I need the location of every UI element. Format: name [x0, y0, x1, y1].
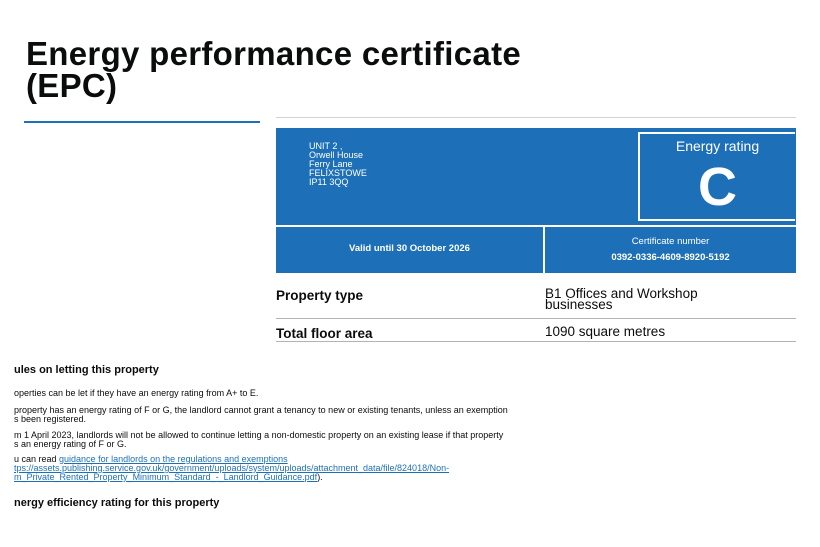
guidance-url-link[interactable]: tps://assets.publishing.service.gov.uk/government/uploads/system/uploads/attachment_data/file/824018/Non-: [14, 463, 450, 473]
property-address: [309, 142, 367, 187]
guidance-paragraph: [14, 455, 449, 482]
page-title: [26, 35, 806, 104]
letting-rules-heading: ules on letting this property: [14, 364, 159, 376]
energy-rating-letter: C: [698, 157, 737, 217]
valid-until: Valid until 30 October 2026: [349, 243, 470, 254]
guidance-link[interactable]: guidance for landlords on the regulations and exemptions: [59, 454, 288, 464]
panel-divider-vertical: [543, 225, 545, 273]
address-line: FELIXSTOWE: [309, 168, 367, 178]
guidance-url-link[interactable]: m_Private_Rented_Property_Minimum_Standard_-_Landlord_Guidance.pdf: [14, 472, 318, 482]
page-title-line2: (EPC): [26, 67, 118, 104]
letting-rule-paragraph: [14, 431, 503, 449]
paragraph-line: property has an energy rating of F or G, the landlord cannot grant a tenancy to new or existing tenants, unless an exemption: [14, 405, 508, 415]
address-line: IP11 3QQ: [309, 177, 349, 187]
panel-divider-horizontal: [276, 225, 796, 227]
property-type-value-line: B1 Offices and Workshop: [545, 286, 698, 301]
epc-summary-panel: [276, 128, 796, 273]
table-row: [276, 284, 796, 319]
certificate-number: 0392-0336-4609-8920-5192: [611, 252, 730, 263]
property-summary-table: [276, 284, 796, 342]
paragraph-line: s an energy rating of F or G.: [14, 439, 127, 449]
floor-area-label: Total floor area: [276, 326, 373, 341]
efficiency-rating-heading: nergy efficiency rating for this property: [14, 497, 220, 509]
property-type-value: [545, 288, 795, 310]
certificate-number-label: Certificate number: [631, 236, 710, 247]
guidance-suffix: ).: [317, 472, 323, 482]
energy-rating-box: [638, 132, 795, 221]
property-type-value-line: businesses: [545, 297, 613, 312]
energy-rating-label: Energy rating: [675, 138, 760, 154]
paragraph-line: s been registered.: [14, 414, 87, 424]
left-divider: [24, 121, 260, 123]
address-line: Ferry Lane: [309, 159, 353, 169]
page-title-line1: Energy performance certificate: [26, 35, 522, 72]
address-line: Orwell House: [309, 150, 364, 160]
floor-area-value: 1090 square metres: [545, 324, 666, 339]
table-row: [276, 322, 796, 342]
address-line: UNIT 2 ,: [309, 141, 343, 151]
top-divider: [276, 117, 796, 118]
paragraph-line: m 1 April 2023, landlords will not be allowed to continue letting a non-domestic property on an existing lease if that property: [14, 430, 504, 440]
letting-rule-paragraph: [14, 406, 508, 424]
letting-rule-paragraph: operties can be let if they have an energy rating from A+ to E.: [14, 388, 259, 398]
guidance-prefix: u can read: [14, 454, 60, 464]
property-type-label: Property type: [276, 288, 364, 303]
